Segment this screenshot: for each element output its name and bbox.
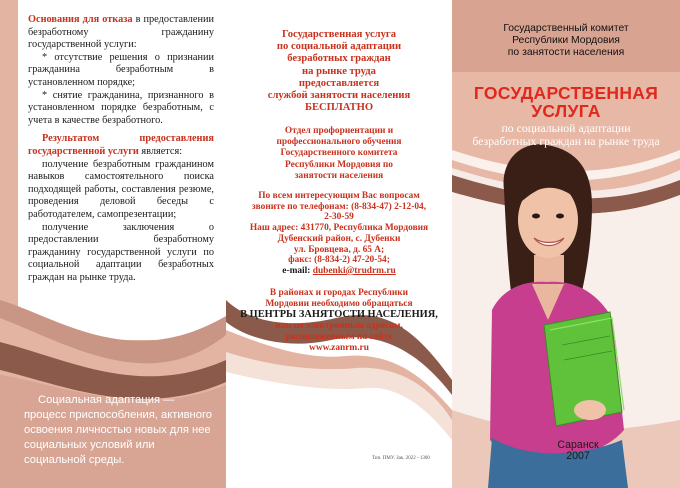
regions-line: Мордовии необходимо обращаться — [265, 298, 413, 309]
email-link[interactable]: dubenki@trudrm.ru — [312, 265, 396, 276]
result-title: Результатом предоставления государственной услуги — [28, 133, 214, 157]
adaptation-text: Социальная адаптация — процесс приспособления, активного освоения личностью новых для нее социальных условий или социальной среды. — [24, 394, 213, 466]
service-line: по социальной адаптации — [276, 41, 402, 53]
middle-panel — [226, 0, 452, 488]
service-free: БЕСПЛАТНО — [304, 102, 374, 114]
committee-name — [452, 23, 680, 60]
regions-block — [226, 288, 452, 353]
department-line: Республики Мордовия по — [285, 159, 393, 170]
left-panel — [0, 0, 226, 488]
contact-fax: факс: (8-834-2) 47-20-54; — [288, 255, 390, 266]
committee-line: Государственный комитет — [503, 23, 629, 34]
service-line: службой занятости населения — [267, 90, 411, 102]
service-line: безработных граждан — [287, 53, 391, 65]
print-info: Тип. ПМУ. Зак. 2022 - 1300 — [372, 456, 430, 461]
regions-line: В районах и городах Республики — [269, 288, 409, 298]
grounds-item-1: * отсутствие решения о признании гражданина безработным в установленном порядке; — [28, 51, 214, 88]
subtitle-line: безработных граждан на рынке труда — [472, 134, 660, 149]
committee-line: по занятости населения — [507, 47, 625, 59]
grounds-title: Основания для отказа — [28, 14, 133, 25]
email-label: e-mail: — [282, 265, 313, 276]
contact-line: По всем интересующим Вас вопросам — [258, 191, 420, 201]
contact-block — [226, 191, 452, 277]
subtitle-line: по социальной адаптации — [501, 121, 631, 135]
title-line: УСЛУГА — [531, 101, 601, 121]
service-line: Государственная услуга — [281, 29, 397, 40]
department-block — [226, 126, 452, 182]
service-heading — [226, 29, 452, 114]
contact-address-2: Дубенский район, с. Дубенки — [277, 233, 401, 244]
department-line: Государственного комитета — [280, 148, 398, 159]
right-panel — [452, 0, 680, 488]
brochure-title — [452, 84, 680, 120]
result-intro: является: — [138, 145, 183, 157]
grounds-item-2: * снятие гражданина, признанного в установленном порядке безработным, с учета в качестве безработного. — [28, 89, 214, 126]
website-link[interactable]: www.zanrm.ru — [309, 342, 369, 353]
email-line — [226, 266, 452, 277]
result-item-1: получение безработным гражданином навыков самостоятельного поиска подходящей работы, составления резюме, проведения деловой беседы с работодателем, самопрезентации; — [28, 158, 214, 220]
regions-line: или по электронным адресам, — [275, 320, 403, 331]
result-item-2: получение заключения о предоставлении безработному гражданину государственной услуги по социальной адаптации безработных граждан на рынке труда. — [28, 221, 214, 283]
city: Саранск — [557, 439, 599, 451]
title-line: ГОСУДАРСТВЕННАЯ — [473, 83, 659, 103]
department-line: занятости населения — [294, 170, 384, 181]
regions-highlight: В ЦЕНТРЫ ЗАНЯТОСТИ НАСЕЛЕНИЯ, — [240, 308, 438, 320]
contact-phones-2: 2-30-59 — [324, 212, 354, 223]
year: 2007 — [566, 450, 590, 462]
left-panel-text — [28, 14, 214, 284]
city-year — [538, 440, 618, 462]
grounds-intro: в предоставлении безработному гражданину государственной услуги: — [28, 14, 214, 51]
department-line: Отдел профориентации и — [284, 126, 394, 136]
brochure-subtitle — [452, 122, 680, 149]
service-line: предоставляется — [298, 77, 380, 89]
contact-phones: звоните по телефонам: (8-834-47) 2-12-04, — [251, 201, 427, 212]
student-illustration — [452, 0, 680, 488]
service-line: на рынке труда — [302, 65, 376, 77]
department-line: профессионального обучения — [276, 137, 402, 148]
committee-line: Республики Мордовия — [512, 35, 620, 47]
regions-line: расположенным на сайте — [285, 331, 393, 342]
contact-address: Наш адрес: 431770, Республика Мордовия — [249, 223, 429, 234]
adaptation-definition — [24, 393, 218, 468]
contact-address-3: ул. Бровцева, д. 65 А; — [293, 244, 385, 255]
